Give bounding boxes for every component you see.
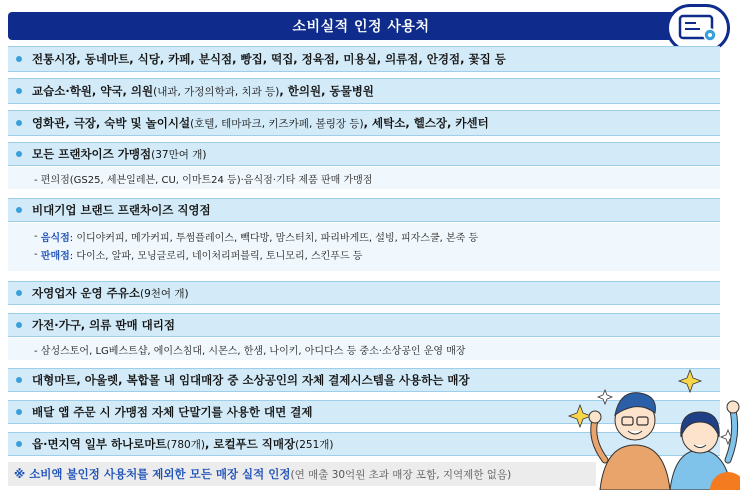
list-item-tail: , 로컬푸드 직매장 — [204, 437, 296, 451]
list-item-tail: , 한의원, 동물병원 — [279, 84, 374, 98]
list-item-note: (780개) — [166, 438, 205, 451]
list-item-appliance-dealer — [8, 313, 720, 337]
direct-retail-line — [34, 245, 720, 263]
list-item-note: (호텔, 테마파크, 키즈카페, 볼링장 등) — [190, 117, 364, 130]
bullet-icon — [16, 441, 22, 447]
list-item-direct-stores — [8, 198, 720, 222]
list-item-franchise — [8, 142, 720, 166]
list-item-text: 가전·가구, 의류 판매 대리점 — [32, 318, 175, 332]
dash: - — [34, 230, 41, 242]
bullet-icon — [16, 207, 22, 213]
list-item-text: 영화관, 극장, 숙박 및 놀이시설 — [32, 116, 191, 130]
list-item-academy-clinic — [8, 78, 720, 104]
list-item-gas-station — [8, 281, 720, 305]
retail-text: : 다이소, 알파, 모닝글로리, 네이처리퍼블릭, 토니모리, 스킨푸드 등 — [69, 250, 363, 262]
list-item-text: 대형마트, 아울렛, 복합몰 내 임대매장 중 소상공인의 자체 결제시스템을 사용하는 매장 — [32, 373, 470, 387]
page-title-bar — [8, 12, 714, 40]
page-title: 소비실적 인정 사용처 — [292, 19, 430, 35]
list-item-text: 배달 앱 주문 시 가맹점 자체 단말기를 사용한 대면 결제 — [32, 405, 313, 419]
list-item-text: 교습소·학원, 약국, 의원 — [32, 84, 154, 98]
list-item-note: (37만여 개) — [151, 148, 207, 161]
bullet-icon — [16, 88, 22, 94]
food-text: : 이디야커피, 메가커피, 투썸플레이스, 빽다방, 맘스터치, 파리바게뜨, 설빙, 피자스쿨, 본죽 등 — [69, 232, 479, 244]
notice-mark: ※ — [14, 467, 26, 481]
franchise-details — [8, 167, 720, 189]
direct-store-details — [8, 223, 720, 271]
appliance-detail-line: - 삼성스토어, LG베스트샵, 에이스침대, 시몬스, 한샘, 나이키, 아디다스 등 중소·소상공인 운영 매장 — [34, 345, 466, 357]
food-label: 음식점 — [40, 232, 70, 244]
list-item-note-2: (251개) — [295, 438, 334, 451]
list-item-note: (내과, 가정의학과, 치과 등) — [153, 85, 280, 98]
bullet-icon — [16, 56, 22, 62]
list-item-text: 자영업자 운영 주유소 — [32, 286, 140, 300]
list-item-traditional-stores — [8, 46, 720, 72]
bullet-icon — [16, 290, 22, 296]
cheering-people-illustration — [560, 345, 740, 490]
list-item-text: 전통시장, 동네마트, 식당, 카페, 분식점, 빵집, 떡집, 정육점, 미용실, 의류점, 안경점, 꽃집 등 — [32, 52, 506, 66]
list-item-tail: , 세탁소, 헬스장, 카센터 — [363, 116, 489, 130]
notice-rest: (연 매출 30억원 초과 매장 포함, 지역제한 없음) — [290, 468, 512, 481]
credit-card-icon — [666, 4, 730, 52]
bullet-icon — [16, 120, 22, 126]
notice-main: 소비액 불인정 사용처를 제외한 모든 매장 실적 인정 — [29, 467, 291, 481]
bullet-icon — [16, 151, 22, 157]
notice-bar — [8, 462, 596, 486]
list-item-text: 모든 프랜차이즈 가맹점 — [32, 147, 152, 161]
list-item-leisure — [8, 110, 720, 136]
list-item-text: 비대기업 브랜드 프랜차이즈 직영점 — [32, 203, 211, 217]
bullet-icon — [16, 377, 22, 383]
list-item-note: (9천여 개) — [140, 287, 189, 300]
direct-food-line — [34, 227, 720, 245]
bullet-icon — [16, 322, 22, 328]
dash: - — [34, 248, 41, 260]
list-item-text: 읍·면지역 일부 하나로마트 — [32, 437, 167, 451]
bullet-icon — [16, 409, 22, 415]
retail-label: 판매점 — [40, 250, 70, 262]
franchise-detail-line: - 편의점(GS25, 세븐일레븐, CU, 이마트24 등)·음식점·기타 제품 판매 가맹점 — [34, 174, 373, 186]
